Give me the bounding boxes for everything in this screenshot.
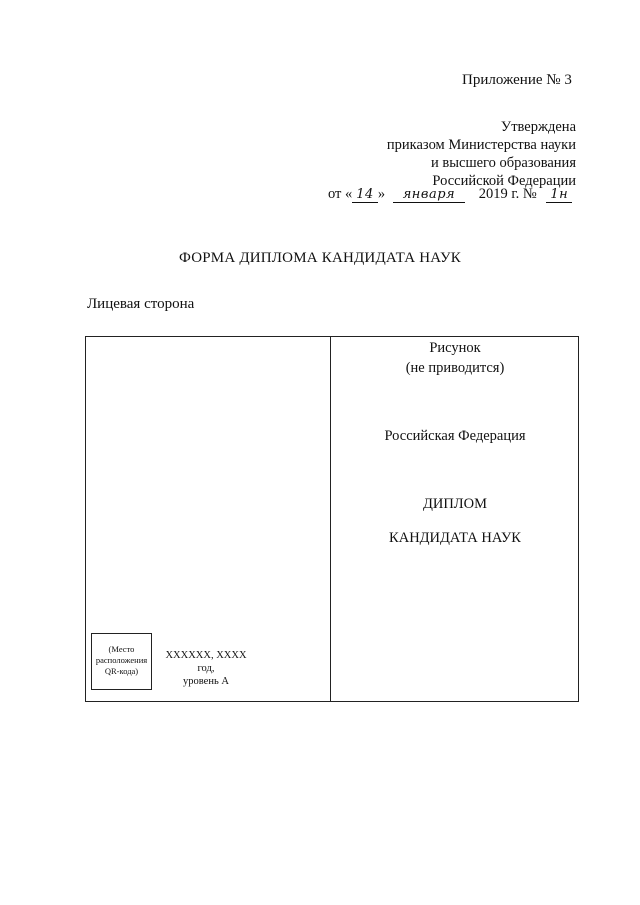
appendix-number: Приложение № 3 — [462, 72, 572, 88]
approval-line-2: приказом Министерства науки — [386, 137, 576, 153]
approval-line-4: Российской Федерации — [432, 173, 576, 189]
level-line: уровень А — [183, 676, 229, 687]
date-month-handwritten: января — [393, 188, 465, 203]
side-label: Лицевая сторона — [87, 296, 195, 312]
figure-note: (не приводится) — [405, 360, 505, 376]
date-year: 2019 г. № — [478, 186, 537, 202]
order-number-handwritten: 1н — [546, 188, 572, 203]
date-day-handwritten: 14 — [352, 188, 378, 203]
figure-label: Рисунок — [429, 340, 481, 356]
diploma-word: ДИПЛОМ — [422, 496, 488, 512]
serial-line: ХХХХХХ, ХХХХ год, — [165, 650, 247, 674]
date-mid: » — [377, 186, 386, 202]
qr-line-2: расположения — [95, 655, 148, 665]
diploma-center-divider — [330, 336, 331, 702]
qr-code-placeholder — [91, 633, 152, 690]
order-date-line — [328, 186, 572, 203]
qr-line-3: QR-кода) — [104, 666, 139, 676]
country-name: Российская Федерация — [384, 428, 526, 444]
date-prefix: от « — [328, 186, 353, 202]
approval-line-1: Утверждена — [500, 119, 576, 135]
degree-name: КАНДИДАТА НАУК — [389, 530, 521, 546]
serial-level-block — [156, 649, 256, 688]
document-title: ФОРМА ДИПЛОМА КАНДИДАТА НАУК — [178, 250, 461, 266]
approval-block — [330, 118, 576, 190]
qr-line-1: (Место — [108, 644, 135, 654]
diploma-frame — [85, 336, 579, 702]
approval-line-3: и высшего образования — [431, 155, 576, 171]
